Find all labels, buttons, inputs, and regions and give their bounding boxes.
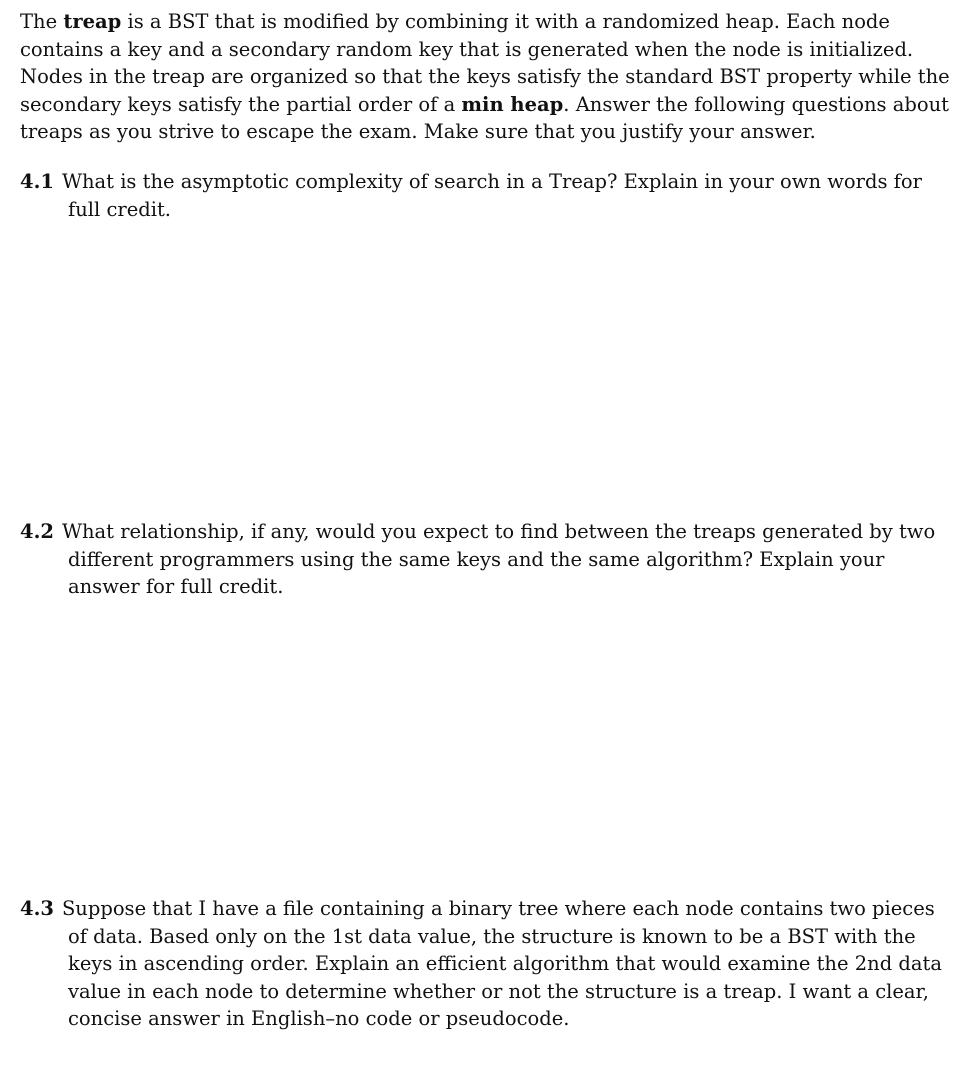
question-number: 4.3 [20,897,54,920]
question-number: 4.1 [20,170,54,193]
question-text: What relationship, if any, would you expect to find between the treaps generated by two different programmers using the same keys and the same algorithm? Explain your answer for full credit. [61,520,936,598]
question-number: 4.2 [20,520,54,543]
question-text: Suppose that I have a file containing a binary tree where each node contains two pieces of data. Based only on the 1st data value, the structure is known to be a BST with the keys in ascending order. Explain an efficient algorithm that would examine the 2nd data value in each node to determine whether or not the structure is a treap. I want a clear, concise answer in English–no code or pseudocode. [61,897,942,1030]
intro-term-treap: treap [63,10,122,33]
intro-paragraph [20,8,950,146]
question-4-3 [20,895,950,1033]
intro-text-3: . Answer the following questions about treaps as you strive to escape the exam. Make sure that you justify your answer. [20,92,949,143]
intro-text-2: is a BST that is modified by combining it with a randomized heap. Each node contains a key and a secondary random key that is generated when the node is initialized. Nodes in the treap are organized so that the keys satisfy the standard BST property while the secondary keys satisfy the partial order of a [20,10,950,116]
question-4-1 [20,168,950,223]
question-text: What is the asymptotic complexity of search in a Treap? Explain in your own words for full credit. [61,170,922,221]
question-4-2 [20,518,950,601]
intro-term-min-heap: min heap [461,92,564,116]
intro-text-1: The [20,10,64,33]
